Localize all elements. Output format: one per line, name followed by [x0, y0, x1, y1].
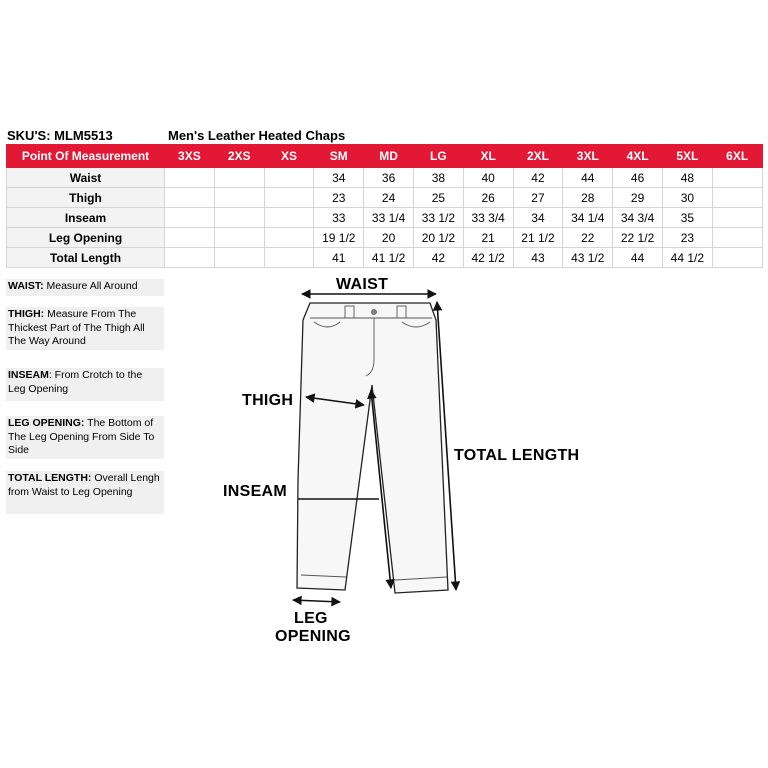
row-label: Total Length [7, 248, 165, 268]
legend-term: LEG OPENING: [8, 417, 85, 429]
measurement-cell: 33 1/2 [413, 208, 463, 228]
leg-label: LEG [294, 610, 328, 627]
measurement-cell: 20 1/2 [413, 228, 463, 248]
size-header: 2XS [214, 145, 264, 168]
measurement-cell: 42 1/2 [463, 248, 513, 268]
measurement-cell: 43 [513, 248, 563, 268]
legend-term: THIGH: [8, 308, 45, 320]
measurement-cell: 44 [613, 248, 663, 268]
sku-label: SKU'S: MLM5513 [7, 128, 113, 143]
measurement-cell: 28 [563, 188, 613, 208]
measurement-cell: 26 [463, 188, 513, 208]
inseam-label: INSEAM [223, 483, 288, 500]
size-header: MD [364, 145, 414, 168]
measurement-cell: 33 3/4 [463, 208, 513, 228]
row-label: Leg Opening [7, 228, 165, 248]
measurement-cell: 27 [513, 188, 563, 208]
measurement-cell: 34 [314, 168, 364, 188]
size-header: SM [314, 145, 364, 168]
legend-desc: Measure From The Thickest Part of The Thigh All The Way Around [8, 308, 145, 347]
legend-term: TOTAL LENGTH: [8, 472, 92, 484]
size-header: LG [413, 145, 463, 168]
size-header: 3XL [563, 145, 613, 168]
legend-desc: Overall Lengh from Waist to Leg Opening [8, 472, 160, 498]
row-label: Waist [7, 168, 165, 188]
measurement-cell: 46 [613, 168, 663, 188]
legend-desc: Measure All Around [43, 280, 138, 292]
measurement-cell: 23 [314, 188, 364, 208]
measurement-cell: 41 [314, 248, 364, 268]
total-length-label: TOTAL LENGTH [454, 447, 580, 464]
measurement-cell: 33 1/4 [364, 208, 414, 228]
measurement-cell: 34 [513, 208, 563, 228]
size-header: 6XL [712, 145, 762, 168]
measurement-cell: 36 [364, 168, 414, 188]
waist-label: WAIST [336, 276, 389, 293]
leg-opening-arrow [293, 600, 340, 602]
measurement-cell: 34 3/4 [613, 208, 663, 228]
size-header: XL [463, 145, 513, 168]
size-header: 2XL [513, 145, 563, 168]
measurement-cell: 30 [662, 188, 712, 208]
measurement-cell: 22 [563, 228, 613, 248]
measurement-cell: 35 [662, 208, 712, 228]
measurement-cell: 38 [413, 168, 463, 188]
product-title: Men's Leather Heated Chaps [168, 128, 346, 143]
row-label: Inseam [7, 208, 165, 228]
size-header: 3XS [165, 145, 215, 168]
measurement-cell: 34 1/4 [563, 208, 613, 228]
measurement-cell: 21 1/2 [513, 228, 563, 248]
size-header: 5XL [662, 145, 712, 168]
measurement-cell: 42 [513, 168, 563, 188]
legend-desc: The Bottom of The Leg Opening From Side To Side [8, 417, 155, 456]
size-header: XS [264, 145, 314, 168]
legend-term: INSEAM [8, 369, 49, 381]
thigh-label: THIGH [242, 392, 294, 409]
measurement-cell: 40 [463, 168, 513, 188]
size-header: 4XL [613, 145, 663, 168]
corner-header: Point Of Measurement [7, 145, 165, 168]
row-label: Thigh [7, 188, 165, 208]
measurement-cell: 42 [413, 248, 463, 268]
measurement-cell: 44 [563, 168, 613, 188]
measurement-cell: 24 [364, 188, 414, 208]
measurement-cell: 43 1/2 [563, 248, 613, 268]
pants-outline [297, 303, 448, 593]
measurement-cell: 22 1/2 [613, 228, 663, 248]
measurement-cell: 41 1/2 [364, 248, 414, 268]
measurement-cell: 20 [364, 228, 414, 248]
measurement-cell: 48 [662, 168, 712, 188]
measurement-cell: 21 [463, 228, 513, 248]
measurement-cell: 23 [662, 228, 712, 248]
measurement-cell: 33 [314, 208, 364, 228]
measurement-cell: 44 1/2 [662, 248, 712, 268]
measurement-cell: 19 1/2 [314, 228, 364, 248]
opening-label: OPENING [275, 628, 351, 645]
measurement-cell: 25 [413, 188, 463, 208]
legend-term: WAIST: [8, 280, 44, 292]
legend-desc: : From Crotch to the Leg Opening [8, 369, 143, 395]
measurement-cell: 29 [613, 188, 663, 208]
